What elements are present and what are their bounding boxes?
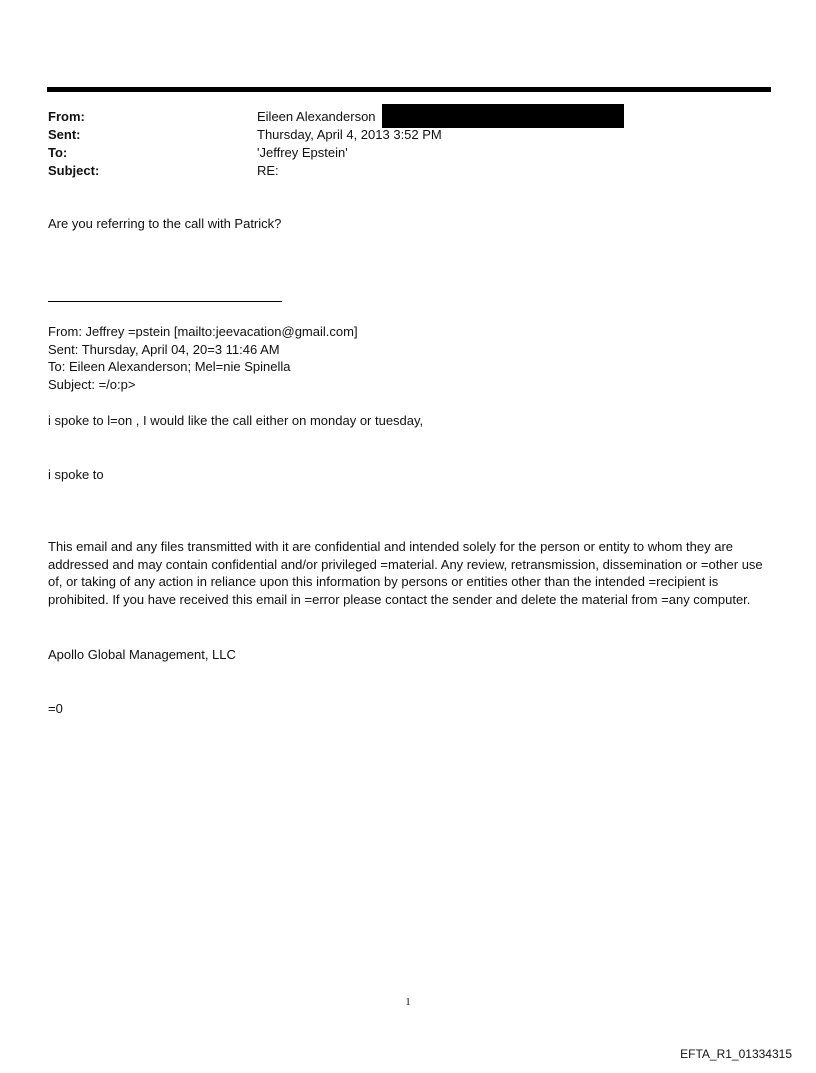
redaction-box [382,104,624,128]
document-id: EFTA_R1_01334315 [680,1047,792,1061]
page-number: 1 [405,996,411,1008]
quoted-subject: Subject: =/o:p> [48,376,136,392]
to-value: 'Jeffrey Epstein' [257,145,348,160]
quoted-message-2: i spoke to [48,467,104,482]
quoted-sent: Sent: Thursday, April 04, 20=3 11:46 AM [48,341,280,357]
quoted-message-1: i spoke to l=on , I would like the call either on monday or tuesday, [48,413,424,428]
top-rule [47,87,771,92]
from-name: Eileen Alexanderson [257,109,376,124]
quoted-to: To: Eileen Alexanderson; Mel=nie Spinella [48,359,291,374]
trailer-text: =0 [48,701,63,716]
quote-divider [48,301,282,302]
to-label: To: [48,145,68,160]
sent-label: Sent: [48,127,81,142]
from-label: From: [48,109,85,124]
reply-text: Are you referring to the call with Patrick? [48,216,282,231]
quoted-from: From: Jeffrey =pstein [mailto:jeevacation@gmail.com] [48,324,358,339]
sent-value: Thursday, April 4, 2013 3:52 PM [257,127,442,142]
quoted-header [48,323,772,393]
disclaimer-text: This email and any files transmitted with it are confidential and intended solely for the person or entity to whom they are addressed and may contain confidential and/or privileged =material. Any review, retransmission, dissemination or =other use of, or taking of any action in reliance upon this information by persons or entities other than the intended =recipient is prohibited. If you have received this email in =error please contact the sender and delete the material from =any computer. [48,539,763,607]
company-name: Apollo Global Management, LLC [48,647,236,662]
subject-value: RE: [257,163,279,178]
subject-label: Subject: [48,163,100,178]
